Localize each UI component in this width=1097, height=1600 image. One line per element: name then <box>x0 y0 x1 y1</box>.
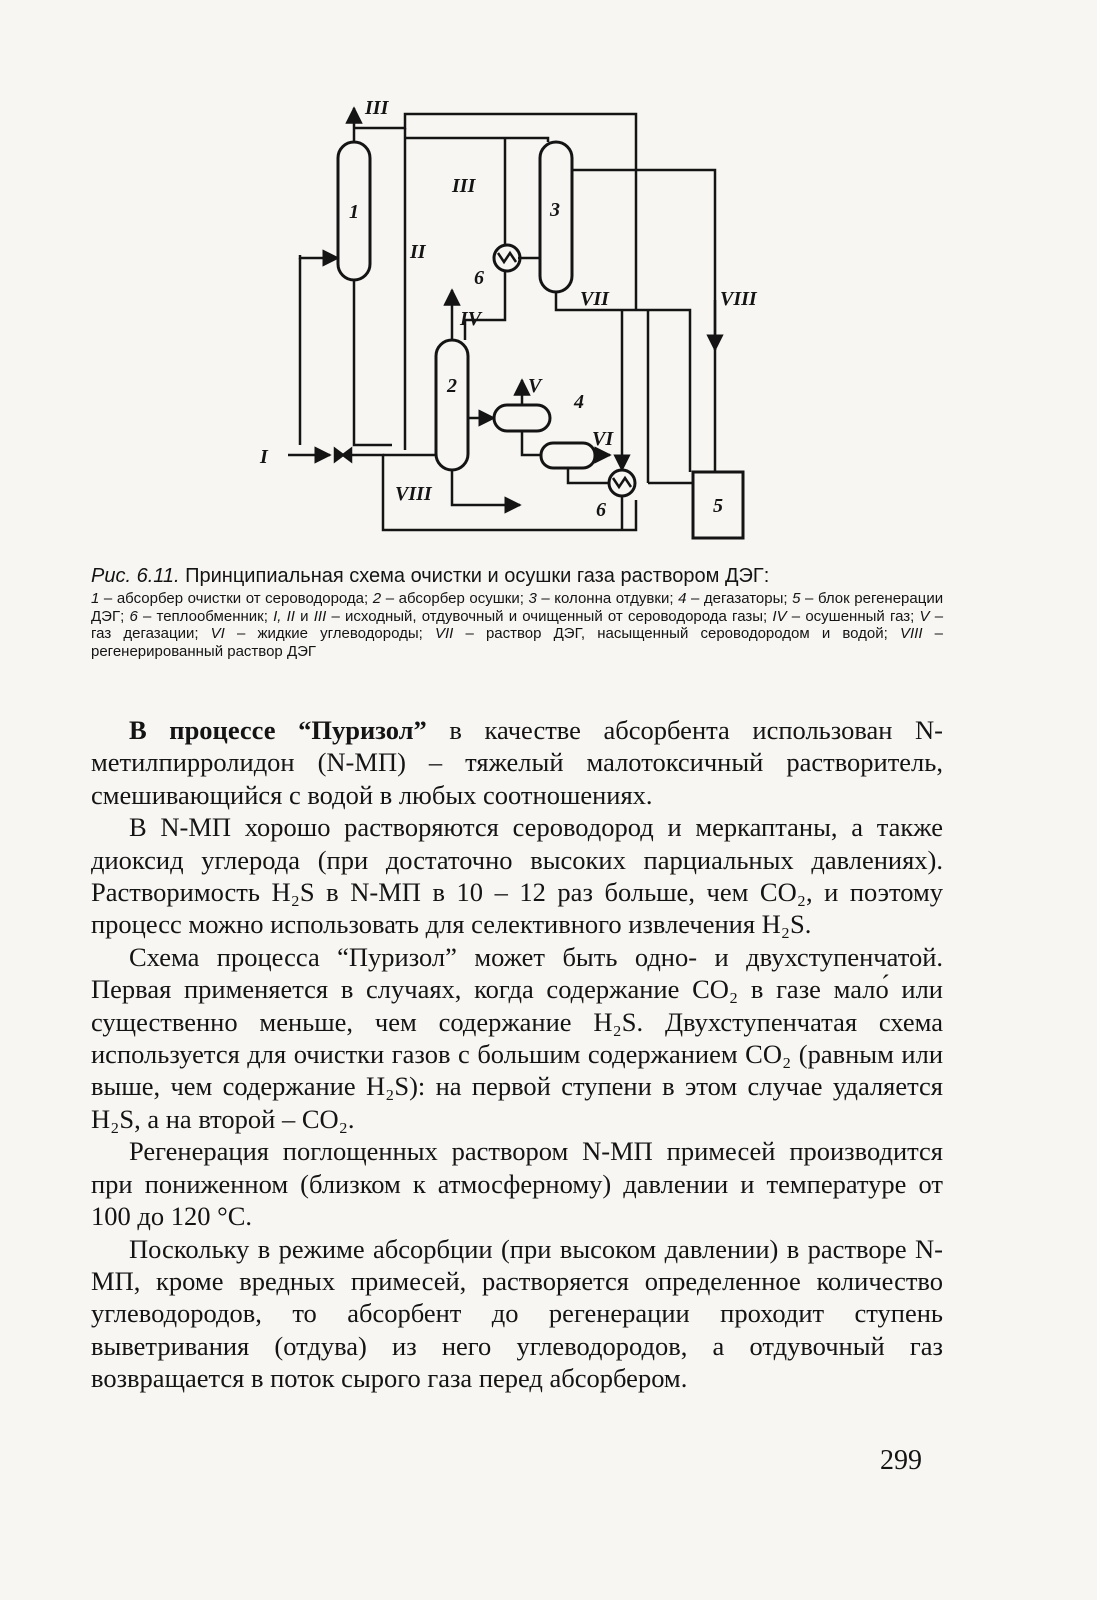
label-stream-III-top: III <box>365 97 389 119</box>
legend-item: – исходный, отдувочный и очищенный от сероводорода газы; <box>331 607 768 625</box>
legend-item: – газ дегазации; <box>91 607 944 643</box>
label-unit-2: 2 <box>447 375 457 397</box>
legend-item: – абсорбер осушки; <box>385 590 524 607</box>
legend-item: – абсорбер очистки от сероводорода; <box>103 590 369 607</box>
body-text <box>91 714 943 1395</box>
caption-number: Рис. 6.11. <box>91 565 180 587</box>
label-unit-6-bottom: 6 <box>596 499 606 521</box>
legend-num: VIII <box>899 625 923 643</box>
degasser-4-upper <box>494 405 550 431</box>
legend-item: – дегазаторы; <box>691 590 788 607</box>
paragraph-1 <box>91 714 943 811</box>
paragraph-4: Регенерация поглощенных раствором N-МП примесей производится при пониженном (близком к атмосферному) давлении и температуре от 100 до 120 °C. <box>91 1136 943 1232</box>
caption-legend <box>91 590 943 660</box>
legend-num: 6 <box>129 607 138 625</box>
label-unit-6-top: 6 <box>474 267 484 289</box>
label-stream-V: V <box>528 375 542 397</box>
legend-item: – регенерированный раствор ДЭГ <box>91 625 943 660</box>
legend-num: 2 <box>372 590 382 607</box>
legend-item: и <box>300 607 309 625</box>
legend-item: – теплообменник; <box>142 607 268 625</box>
legend-num: III <box>313 607 327 625</box>
label-stream-II: II <box>410 241 426 263</box>
degasser-4-lower <box>541 443 595 468</box>
legend-num: I, II <box>273 607 295 625</box>
absorber-2 <box>436 340 468 470</box>
label-stream-III-mid: III <box>452 175 476 197</box>
paragraph-3: Схема процесса “Пуризол” может быть одно- и двухступенчатой. Первая применяется в случаях, когда содержание CO₂ в газе мало́ или существенно меньше, чем содержание H₂S. Двухступенчатая схема используется для очистки газов с большим содержанием CO₂ (равным или выше, чем содержание H₂S): на первой ступени в этом случае удаляется H₂S, а на второй – CO₂. <box>91 941 943 1134</box>
legend-item: – жидкие углеводороды; <box>237 625 423 643</box>
legend-num: VII <box>434 625 454 643</box>
process-flow-diagram <box>0 0 1097 560</box>
legend-num: IV <box>772 607 787 625</box>
label-unit-5: 5 <box>713 495 723 517</box>
legend-num: 5 <box>792 590 801 607</box>
caption-title-text: Принципиальная схема очистки и осушки газа раствором ДЭГ: <box>185 565 770 587</box>
legend-num: 1 <box>91 590 100 607</box>
legend-num: 3 <box>528 590 537 607</box>
legend-num: V <box>919 607 930 625</box>
label-stream-IV: IV <box>460 308 482 330</box>
caption-title <box>91 563 943 589</box>
legend-item: – колонна отдувки; <box>541 590 674 607</box>
legend-num: VI <box>210 625 225 643</box>
page-number: 299 <box>880 1445 922 1476</box>
label-stream-VII: VII <box>580 288 609 310</box>
label-stream-VI: VI <box>592 428 614 450</box>
label-stream-VIII-bottom: VIII <box>395 483 432 505</box>
label-unit-4: 4 <box>574 391 584 413</box>
legend-item: – раствор ДЭГ, насыщенный сероводородом и водой; <box>465 625 888 643</box>
figure-caption <box>91 563 943 660</box>
legend-item: – осушенный газ; <box>791 607 915 625</box>
label-unit-3: 3 <box>550 199 560 221</box>
paragraph-5: Поскольку в режиме абсорбции (при высоком давлении) в растворе N-МП, кроме вредных примесей, растворяется определенное количество углеводородов, то абсорбент до регенерации проходит ступень выветривания (отдува) из него углеводородов, а отдувочный газ возвращается в поток сырого газа перед абсорбером. <box>91 1233 943 1394</box>
paragraph-1-lead: В процессе “Пуризол” <box>129 715 427 745</box>
label-stream-VIII-right: VIII <box>720 288 757 310</box>
paragraph-1-text: в качестве абсорбента использован N-метилпирролидон (N-МП) – тяжелый малотоксичный растворитель, смешивающийся с водой в любых соотношениях. <box>91 715 944 810</box>
label-stream-I: I <box>260 446 268 468</box>
paragraph-2: В N-МП хорошо растворяются сероводород и меркаптаны, а также диоксид углерода (при достаточно высоких парциальных давлениях). Растворимость H₂S в N-МП в 10 – 12 раз больше, чем CO₂, и поэтому процесс можно использовать для селективного извлечения H₂S. <box>91 812 943 940</box>
legend-num: 4 <box>678 590 687 607</box>
label-unit-1: 1 <box>349 201 359 223</box>
legend-item: – блок регенерации ДЭГ; <box>91 590 944 625</box>
